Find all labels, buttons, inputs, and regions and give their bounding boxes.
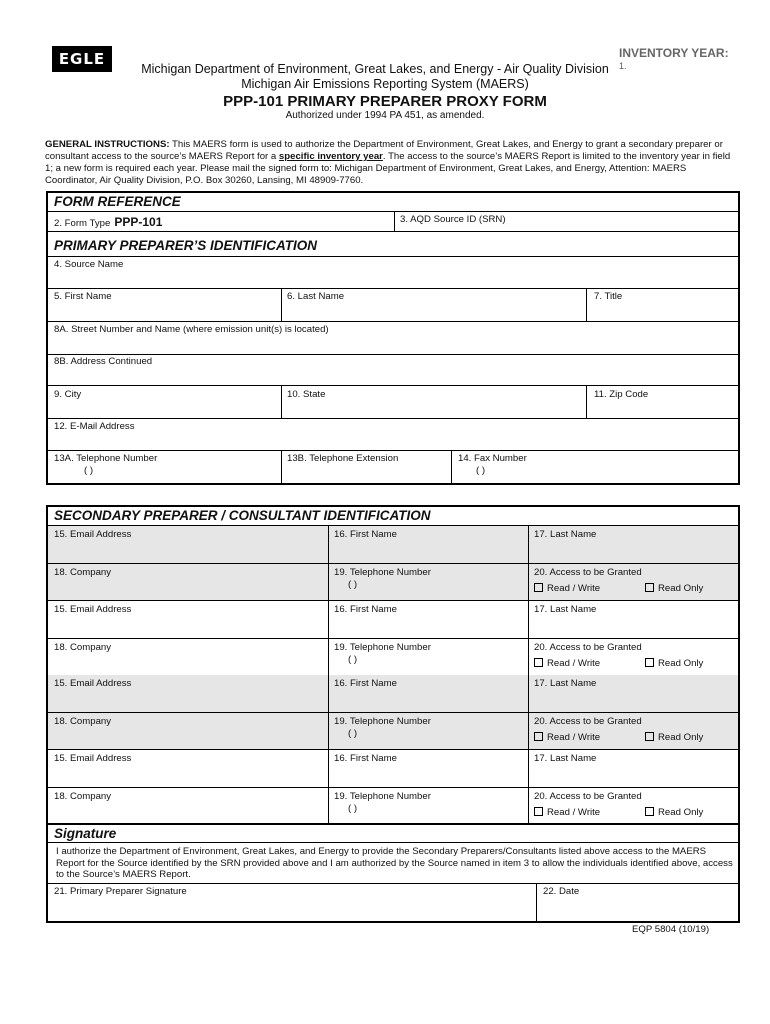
- secondary-preparer-box: [46, 505, 740, 825]
- form-reference-and-primary-box: [46, 191, 740, 485]
- instructions-text-b: . The access to the source’s MAERS Report is limited to the inventory year in field 1; a new form is required each year. Please mail the signed form to: Michigan Department of Environment, Great Lakes, and Energy, Attention: MAERS Coordinator, Air Quality Division, P.O. Box 30260, Lansing, MI 48909-7760.: [45, 151, 731, 186]
- signature-title: Signature: [54, 826, 117, 841]
- sec2-read-write-label: Read / Write: [547, 657, 601, 669]
- sec1-access-field: 20. Access to be Granted: [534, 566, 642, 578]
- sec1-read-only-checkbox[interactable]: [645, 583, 654, 592]
- sec3-read-only-option[interactable]: [645, 732, 703, 743]
- date-field[interactable]: 22. Date: [543, 886, 580, 897]
- telephone-field[interactable]: 13A. Telephone Number: [54, 453, 158, 464]
- sec1-last-name-field[interactable]: 17. Last Name: [534, 529, 597, 540]
- sec2-telephone-field[interactable]: 19. Telephone Number: [334, 641, 431, 653]
- sec3-read-write-label: Read / Write: [547, 731, 601, 743]
- sec3-telephone-area-code: ( ): [348, 727, 358, 739]
- email-field[interactable]: 12. E-Mail Address: [54, 421, 135, 432]
- signature-authorization-text: I authorize the Department of Environment, Great Lakes, and Energy to provide the Secondary Preparers/Consultants listed above access to the MAERS Report for the Source identified by the SRN provided above and I am authorized by the Source named in item 3 to allow the individuals identified above, access to the Source’s MAERS Report.: [56, 846, 733, 880]
- sec1-telephone-field[interactable]: 19. Telephone Number: [334, 566, 431, 578]
- sec2-access-field: 20. Access to be Granted: [534, 641, 642, 653]
- sec2-read-write-option[interactable]: [534, 658, 600, 669]
- sec2-last-name-field[interactable]: 17. Last Name: [534, 604, 597, 615]
- sec3-last-name-field[interactable]: 17. Last Name: [534, 678, 597, 689]
- sec4-company-field[interactable]: 18. Company: [54, 790, 112, 802]
- department-name: Michigan Department of Environment, Great Lakes, and Energy - Air Quality Division: [141, 62, 609, 76]
- sec4-email-field[interactable]: 15. Email Address: [54, 753, 132, 764]
- title-field[interactable]: 7. Title: [594, 291, 623, 302]
- system-name: Michigan Air Emissions Reporting System (MAERS): [241, 77, 529, 91]
- fax-field[interactable]: 14. Fax Number: [458, 453, 527, 464]
- sec2-read-only-label: Read Only: [658, 657, 704, 669]
- sec2-first-name-field[interactable]: 16. First Name: [334, 604, 397, 615]
- sec4-read-only-label: Read Only: [658, 806, 704, 818]
- sec4-telephone-field[interactable]: 19. Telephone Number: [334, 790, 431, 802]
- srn-field[interactable]: 3. AQD Source ID (SRN): [400, 214, 506, 225]
- sec1-telephone-area-code: ( ): [348, 578, 358, 590]
- form-reference-title: FORM REFERENCE: [54, 194, 181, 209]
- sec2-read-write-checkbox[interactable]: [534, 658, 543, 667]
- sec3-read-write-checkbox[interactable]: [534, 732, 543, 741]
- source-name-field[interactable]: 4. Source Name: [54, 259, 124, 270]
- zip-field[interactable]: 11. Zip Code: [594, 389, 649, 400]
- fax-area-code: ( ): [476, 465, 486, 476]
- sec4-read-write-checkbox[interactable]: [534, 807, 543, 816]
- last-name-field[interactable]: 6. Last Name: [287, 291, 345, 302]
- sec1-company-field[interactable]: 18. Company: [54, 566, 112, 578]
- sec1-first-name-field[interactable]: 16. First Name: [334, 529, 397, 540]
- sec4-access-field: 20. Access to be Granted: [534, 790, 642, 802]
- signature-box: [46, 823, 740, 923]
- instructions-emphasis: specific inventory year: [278, 151, 383, 162]
- sec4-read-write-label: Read / Write: [547, 806, 601, 818]
- sec4-read-only-checkbox[interactable]: [645, 807, 654, 816]
- inventory-year-field-number: 1.: [619, 61, 627, 71]
- sec3-read-only-label: Read Only: [658, 731, 704, 743]
- telephone-area-code: ( ): [84, 465, 94, 476]
- sec1-read-only-option[interactable]: [645, 583, 703, 594]
- form-type-field: [54, 215, 162, 229]
- sec4-first-name-field[interactable]: 16. First Name: [334, 753, 397, 764]
- form-type-label: 2. Form Type: [54, 218, 111, 229]
- sec3-access-field: 20. Access to be Granted: [534, 715, 642, 727]
- general-instructions: [45, 139, 735, 187]
- sec1-read-write-option[interactable]: [534, 583, 600, 594]
- sec3-company-field[interactable]: 18. Company: [54, 715, 112, 727]
- sec3-telephone-field[interactable]: 19. Telephone Number: [334, 715, 431, 727]
- sec1-read-only-label: Read Only: [658, 582, 704, 594]
- state-field[interactable]: 10. State: [287, 389, 326, 400]
- sec3-read-write-option[interactable]: [534, 732, 600, 743]
- instructions-text-a: This MAERS form is used to authorize the Department of Environment, Great Lakes, and Energy to grant a secondary preparer or consultant access to the source’s MAERS Report for a: [45, 139, 723, 162]
- secondary-preparer-title: SECONDARY PREPARER / CONSULTANT IDENTIFICATION: [54, 508, 431, 523]
- sec1-read-write-checkbox[interactable]: [534, 583, 543, 592]
- form-type-value: PPP-101: [114, 215, 163, 229]
- sec3-first-name-field[interactable]: 16. First Name: [334, 678, 397, 689]
- city-field[interactable]: 9. City: [54, 389, 82, 400]
- sec1-email-field[interactable]: 15. Email Address: [54, 529, 132, 540]
- telephone-extension-field[interactable]: 13B. Telephone Extension: [287, 453, 399, 464]
- sec2-telephone-area-code: ( ): [348, 653, 358, 665]
- sec3-read-only-checkbox[interactable]: [645, 732, 654, 741]
- sec2-email-field[interactable]: 15. Email Address: [54, 604, 132, 615]
- sec2-read-only-checkbox[interactable]: [645, 658, 654, 667]
- sec4-last-name-field[interactable]: 17. Last Name: [534, 753, 597, 764]
- primary-preparer-title: PRIMARY PREPARER’S IDENTIFICATION: [54, 238, 318, 253]
- inventory-year-label: INVENTORY YEAR:: [619, 46, 729, 60]
- street-field[interactable]: 8A. Street Number and Name (where emission unit(s) is located): [54, 324, 329, 335]
- sec2-read-only-option[interactable]: [645, 658, 703, 669]
- sec4-read-write-option[interactable]: [534, 807, 600, 818]
- sec4-telephone-area-code: ( ): [348, 802, 358, 814]
- sec1-read-write-label: Read / Write: [547, 582, 601, 594]
- primary-preparer-signature-field[interactable]: 21. Primary Preparer Signature: [54, 886, 187, 897]
- form-number: EQP 5804 (10/19): [632, 924, 710, 935]
- egle-logo: EGLE: [52, 46, 112, 72]
- form-title: PPP-101 PRIMARY PREPARER PROXY FORM: [223, 93, 547, 110]
- address-continued-field[interactable]: 8B. Address Continued: [54, 356, 153, 367]
- instructions-heading: GENERAL INSTRUCTIONS:: [45, 139, 170, 150]
- authority-note: Authorized under 1994 PA 451, as amended.: [285, 110, 485, 121]
- sec3-email-field[interactable]: 15. Email Address: [54, 678, 132, 689]
- sec4-read-only-option[interactable]: [645, 807, 703, 818]
- sec2-company-field[interactable]: 18. Company: [54, 641, 112, 653]
- first-name-field[interactable]: 5. First Name: [54, 291, 112, 302]
